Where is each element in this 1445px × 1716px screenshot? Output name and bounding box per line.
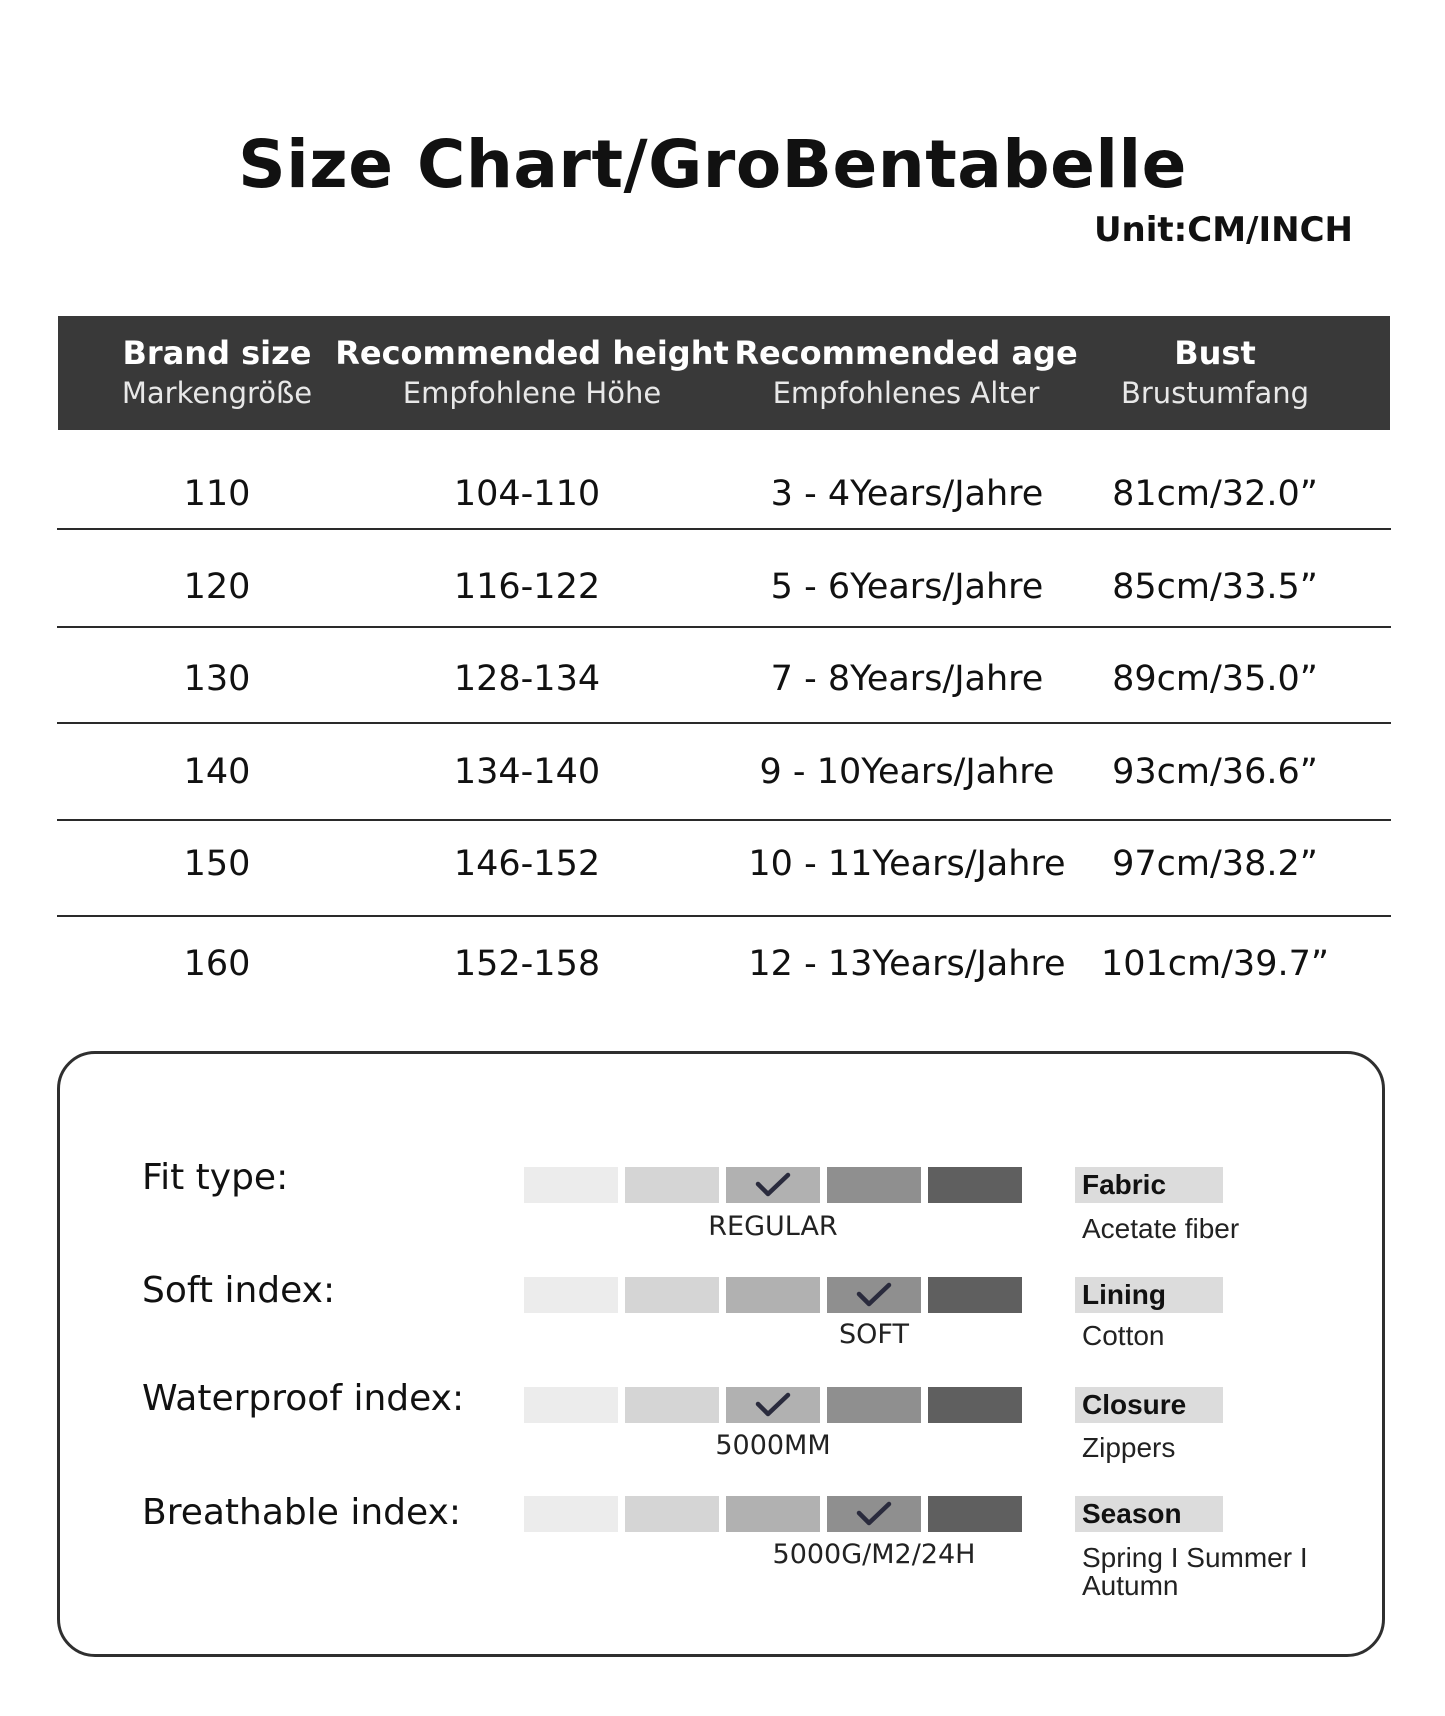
- header-recommended-height: [335, 316, 729, 430]
- header-recommended-age: [734, 316, 1077, 430]
- header-en: Recommended height: [335, 334, 729, 372]
- row-divider: [57, 528, 1391, 530]
- scale-segment: [928, 1277, 1022, 1313]
- cell-height: 104-110: [453, 474, 601, 514]
- scale-segment: [726, 1496, 820, 1532]
- scale-segment: [524, 1387, 618, 1423]
- scale-segment: [827, 1167, 921, 1203]
- cell-bust: 85cm/33.5”: [1112, 567, 1318, 607]
- cell-height: 128-134: [453, 659, 601, 699]
- cell-height: 134-140: [453, 752, 601, 792]
- table-row: [58, 918, 1390, 1010]
- property-value: Zippers: [1082, 1432, 1176, 1463]
- table-row: [58, 633, 1390, 725]
- spec-label: Waterproof index:: [142, 1378, 465, 1419]
- page-title: Size Chart/GroBentabelle: [238, 126, 1187, 203]
- cell-height: 146-152: [453, 844, 601, 884]
- spec-value: 5000G/M2/24H: [772, 1539, 976, 1570]
- table-row: [58, 541, 1390, 633]
- cell-height: 152-158: [453, 944, 601, 984]
- cell-height: 116-122: [453, 567, 601, 607]
- scale-segment: [928, 1496, 1022, 1532]
- header-bust: [1121, 316, 1309, 430]
- scale-segment: [928, 1167, 1022, 1203]
- check-icon: [827, 1277, 921, 1313]
- check-icon: [726, 1387, 820, 1423]
- scale-segment: [625, 1277, 719, 1313]
- header-brand-size: [122, 316, 312, 430]
- table-row: [58, 818, 1390, 910]
- cell-brand-size: 160: [183, 944, 251, 984]
- row-divider: [57, 722, 1391, 724]
- check-icon: [827, 1496, 921, 1532]
- header-en: Brand size: [122, 334, 312, 372]
- table-row: [58, 726, 1390, 818]
- row-divider: [57, 915, 1391, 917]
- header-de: Markengröße: [121, 376, 313, 410]
- scale-segment: [928, 1387, 1022, 1423]
- spec-value: REGULAR: [708, 1211, 838, 1242]
- spec-label: Fit type:: [142, 1157, 289, 1198]
- cell-age: 5 - 6Years/Jahre: [770, 567, 1044, 607]
- cell-bust: 93cm/36.6”: [1112, 752, 1318, 792]
- header-en: Bust: [1174, 334, 1256, 372]
- scale-segment: [625, 1496, 719, 1532]
- spec-value: 5000MM: [715, 1430, 831, 1461]
- scale-segment: [625, 1167, 719, 1203]
- cell-brand-size: 140: [183, 752, 251, 792]
- check-icon: [726, 1167, 820, 1203]
- row-divider: [57, 626, 1391, 628]
- cell-age: 3 - 4Years/Jahre: [770, 474, 1044, 514]
- cell-brand-size: 130: [183, 659, 251, 699]
- scale-segment: [524, 1277, 618, 1313]
- property-value: Cotton: [1082, 1320, 1165, 1351]
- header-en: Recommended age: [734, 334, 1078, 372]
- cell-age: 10 - 11Years/Jahre: [748, 844, 1066, 884]
- property-name: Fabric: [1075, 1167, 1223, 1203]
- cell-brand-size: 110: [183, 474, 251, 514]
- table-header: [58, 316, 1390, 430]
- scale-segment: [524, 1496, 618, 1532]
- header-de: Empfohlenes Alter: [772, 376, 1040, 410]
- cell-brand-size: 120: [183, 567, 251, 607]
- property-value: Acetate fiber: [1082, 1213, 1240, 1244]
- cell-age: 12 - 13Years/Jahre: [748, 944, 1066, 984]
- cell-age: 7 - 8Years/Jahre: [770, 659, 1044, 699]
- scale-segment: [524, 1167, 618, 1203]
- header-de: Empfohlene Höhe: [402, 376, 662, 410]
- table-row: [58, 448, 1390, 540]
- property-value: Spring I Summer I Autumn: [1082, 1542, 1308, 1601]
- cell-bust: 89cm/35.0”: [1112, 659, 1318, 699]
- property-name: Season: [1075, 1496, 1223, 1532]
- scale-segment: [726, 1277, 820, 1313]
- cell-bust: 97cm/38.2”: [1112, 844, 1318, 884]
- unit-label: Unit:CM/INCH: [1093, 210, 1353, 250]
- cell-bust: 81cm/32.0”: [1112, 474, 1318, 514]
- cell-brand-size: 150: [183, 844, 251, 884]
- scale-segment: [625, 1387, 719, 1423]
- cell-age: 9 - 10Years/Jahre: [759, 752, 1055, 792]
- property-name: Closure: [1075, 1387, 1223, 1423]
- header-de: Brustumfang: [1120, 376, 1310, 410]
- property-name: Lining: [1075, 1277, 1223, 1313]
- scale-segment: [827, 1387, 921, 1423]
- spec-label: Soft index:: [142, 1270, 336, 1311]
- spec-label: Breathable index:: [142, 1492, 461, 1533]
- spec-value: SOFT: [839, 1319, 909, 1350]
- cell-bust: 101cm/39.7”: [1101, 944, 1329, 984]
